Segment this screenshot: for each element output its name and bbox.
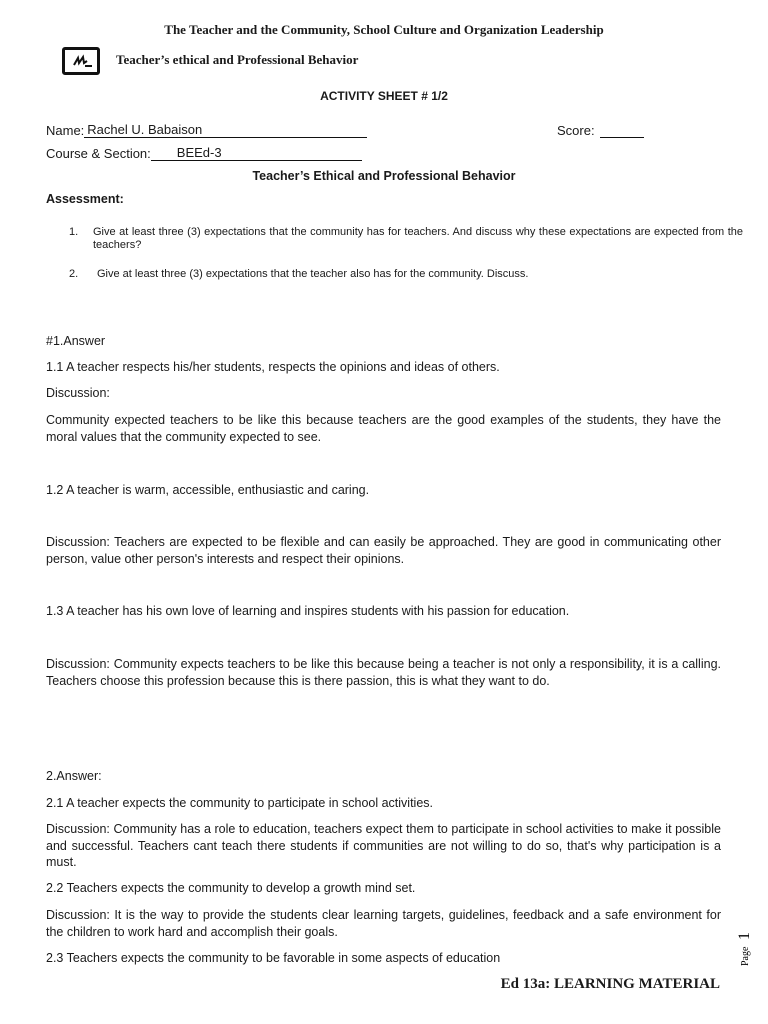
course-line [151,145,362,161]
discussion-text: Discussion: Community has a role to education, teachers expect them to participate in school activities to make it possible and successful. Teachers cant teach there students if communities are not willing to do so, that's why participation is a must. [46,822,721,869]
discussion-text: Discussion: Teachers are expected to be flexible and can easily be approached. They are good in communicating other person, value other person's interests and respect their opinions. [46,535,721,566]
question-2 [69,268,721,283]
question-number: 1. [69,226,79,238]
assessment-label: Assessment: [46,192,124,206]
answer2-heading: 2.Answer: [46,769,102,783]
activity-title: ACTIVITY SHEET # 1/2 [320,89,448,103]
page-number-label [737,928,751,968]
page-word: Page [740,946,751,966]
discussion-label: Discussion: [46,386,110,400]
answer-point: 1.2 A teacher is warm, accessible, enthusiastic and caring. [46,483,370,497]
discussion-text: Community expected teachers to be like this because teachers are the good examples of the students, they have the moral values that the community expected to see. [46,413,721,444]
question-text: Give at least three (3) expectations that the teacher also has for the community. Discuss. [97,268,529,280]
question-text: Give at least three (3) expectations that the community has for teachers. And discuss why these expectations are expected from the teachers? [93,226,743,251]
course-title: The Teacher and the Community, School Culture and Organization Leadership [164,22,604,37]
score-line [600,122,644,138]
course-field [46,145,362,161]
signature-board-icon [62,47,100,75]
answer1-heading: #1.Answer [46,334,106,348]
discussion-text: Discussion: Community expects teachers to be like this because being a teacher is not only a responsibility, it is a calling. Teachers choose this profession because this is there passion, this is what they want to do. [46,657,721,688]
answer-point: 1.3 A teacher has his own love of learning and inspires students with his passion for education. [46,604,570,618]
score-field [557,122,644,138]
question-number: 2. [69,268,79,280]
discussion-text: Discussion: It is the way to provide the students clear learning targets, guidelines, feedback and a safe environment for the children to work hard and accomplish their goals. [46,908,721,939]
name-field [46,122,367,138]
course-value: BEEd-3 [176,145,222,160]
question-1 [69,226,743,254]
answer-point: 1.1 A teacher respects his/her students, respects the opinions and ideas of others. [46,360,500,374]
page-number: 1 [736,932,753,940]
score-label: Score: [557,123,595,138]
answer-point: 2.2 Teachers expects the community to develop a growth mind set. [46,881,416,895]
footer-title: Ed 13a: LEARNING MATERIAL [500,976,720,992]
module-title: Teacher’s ethical and Professional Behavior [116,52,359,67]
name-line [84,122,367,138]
course-label: Course & Section: [46,146,151,161]
name-value: Rachel U. Babaison [87,122,203,137]
section-title: Teacher’s Ethical and Professional Behavior [252,169,516,183]
name-label: Name: [46,123,85,138]
answer-point: 2.1 A teacher expects the community to participate in school activities. [46,796,434,810]
answer-point: 2.3 Teachers expects the community to be favorable in some aspects of education [46,951,501,965]
